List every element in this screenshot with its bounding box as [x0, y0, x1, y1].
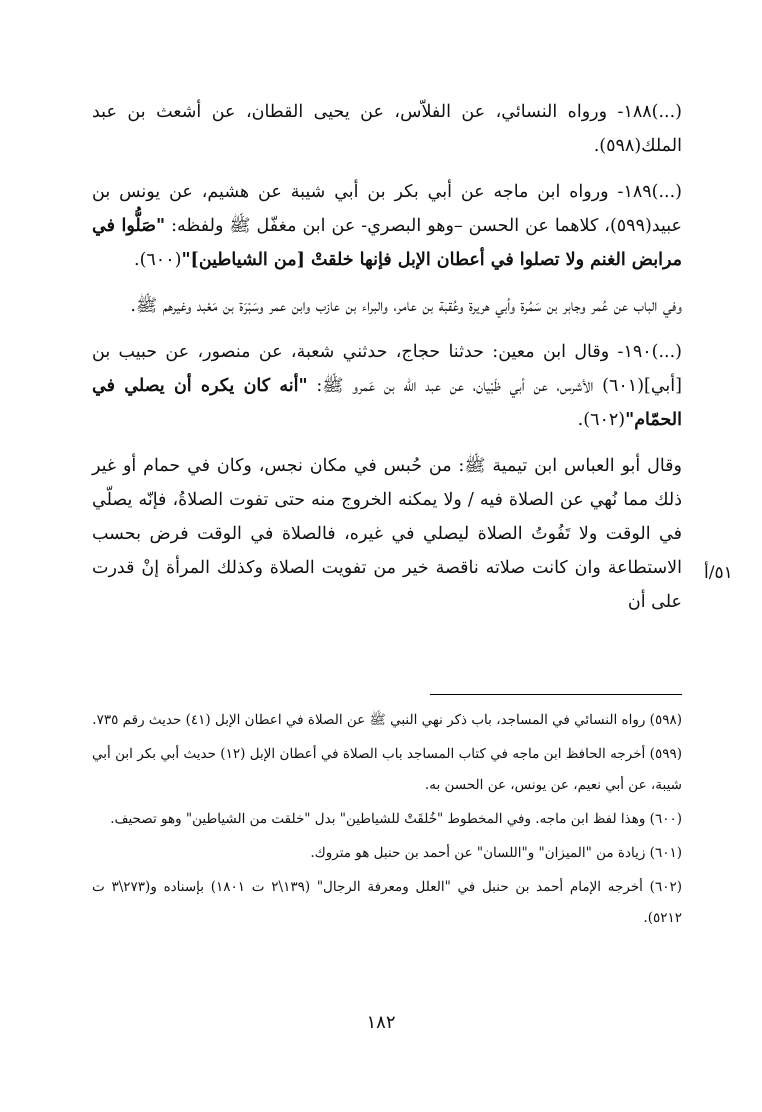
footnote-598: (٥٩٨) رواه النسائي في المساجد، باب ذكر نهي النبي ﷺ عن الصلاة في اعطان الإبل (٤١) حديث رقم ٧٣٥.	[92, 712, 682, 728]
page-number: ١٨٢	[366, 1012, 396, 1033]
hadith-quote-bold: "أنه كان يكره أن يصلي في الحمّام"	[92, 376, 682, 430]
hadith-quote-bold: "صَلُّوا في مرابض الغنم ولا تصلوا في أعطان الإبل فإنها خلقتْ [من الشياطين]"	[92, 216, 682, 270]
text-segment: وفي الباب عن عُمر وجابر بن سَمُرة وأبي هريرة وعُقبة بن عامر، والبراء بن عازب وابن عمر وسَبْرَة بن مَعْبد وغيرهم ﷺ.	[130, 296, 682, 316]
text-segment: (٦٠٠).	[134, 250, 182, 270]
body-text	[92, 95, 682, 631]
text-segment: (...)١٨٩- ورواه ابن ماجه عن أبي بكر بن أبي شيبة عن هشيم، عن يونس بن عبيد(٥٩٩)، كلاهما عن الحسن –وهو البصري- عن ابن مغفّل ﷺ ولفظه:	[92, 182, 682, 236]
paragraph-190	[92, 335, 682, 437]
paragraph-189	[92, 175, 682, 277]
paragraph-ibn-taymiyya	[92, 449, 682, 619]
text-segment: (...)١٩٠- وقال ابن معين: حدثنا حجاج، حدثني شعبة، عن منصور، عن حبيب بن [أبي](٦٠١) الأشرس، عن أبي ظَبْيان، عن عبد الله بن عَمرو ﷺ:	[92, 342, 682, 396]
text-segment: (٦٠٢).	[577, 410, 626, 430]
text-segment: (...)١٨٨- ورواه النسائي، عن الفلاّس، عن يحيى القطان، عن أشعث بن عبد الملك(٥٩٨).	[92, 102, 682, 156]
footnotes	[92, 705, 682, 937]
footnote-divider	[430, 694, 682, 695]
text-segment: وقال أبو العباس ابن تيمية ﷺ: من حُبس في مكان نجس، وكان في حمام أو غير ذلك مما نُهي عن الصلاة فيه / ولا يمكنه الخروج منه حتى تفوت الصلاةُ، فإنّه يصلّي في الوقت ولا تَفُوتُ الصلاة ليصلي في غيره، فالصلاة في الوقت فرض بحسب الاستطاعة وان كانت صلاته ناقصة خير من تفويت الصلاة وكذلك المرأة إنْ قدرت على أن	[92, 456, 682, 612]
footnote-600: (٦٠٠) وهذا لفظ ابن ماجه. وفي المخطوط "خُلقَتْ للشياطين" بدل "خلقت من الشياطين" وهو تصحيف.	[110, 811, 682, 827]
footnote-601: (٦٠١) زيادة من "الميزان" و"اللسان" عن أحمد بن حنبل هو متروك.	[310, 845, 682, 861]
margin-folio-note: ٥١/أ	[704, 563, 733, 583]
paragraph-bab	[92, 289, 682, 323]
paragraph-188	[92, 95, 682, 163]
footnote-602: (٦٠٢) أخرجه الإمام أحمد بن حنبل في "العلل ومعرفة الرجال" (١٣٩\٢ ت ١٨٠١) بإسناده و(٢٧٣\٣ ت ٥٢١٢).	[92, 879, 682, 926]
footnote-599: (٥٩٩) أخرجه الحافظ ابن ماجه في كتاب المساجد باب الصلاة في أعطان الإبل (١٢) حديث أبي بكر ابن أبي شيبة، عن أبي نعيم، عن يونس، عن الحسن به.	[92, 746, 682, 793]
